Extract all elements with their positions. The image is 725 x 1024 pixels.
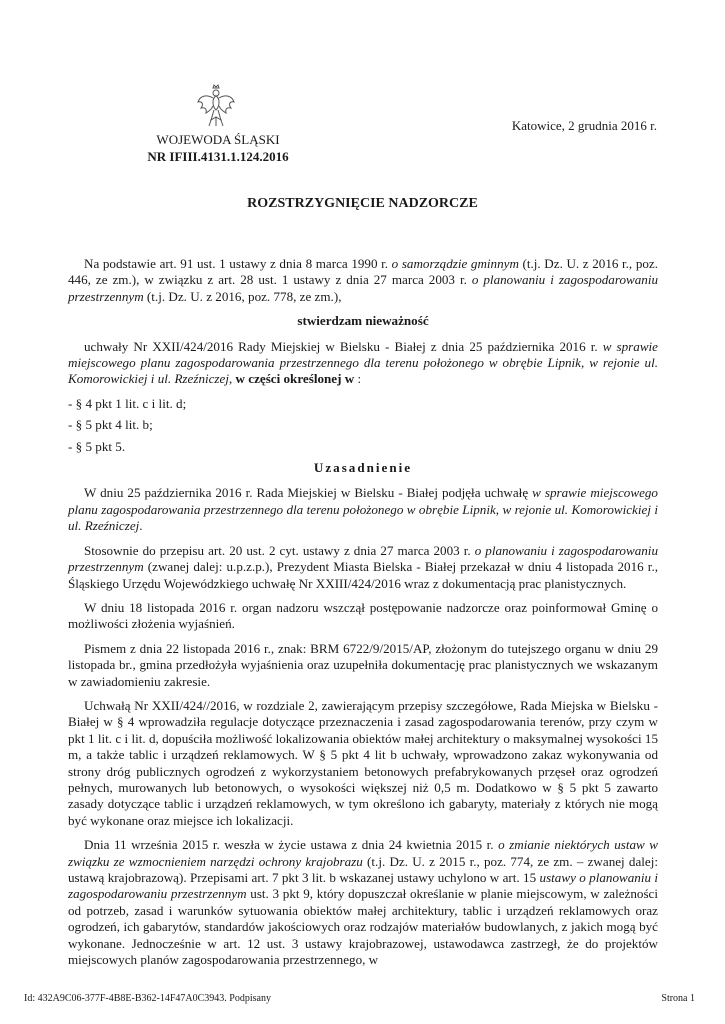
resolution-text-2: , [228,371,236,387]
justification-paragraph-4: Pismem z dnia 22 listopada 2016 r., znak: BRM 6722/9/2015/AP, złożonym do tutejszego organu w dniu 29 listopada br., gmina przedłożyła wyjaśnienia oraz uzupełniła dokumentację prac planistycznych we wskazanym w zawiadomieniu zakresie. [68,640,658,689]
decision-heading: stwierdzam nieważność [297,313,429,329]
legal-basis-paragraph [68,256,658,305]
p6-italic-2: ustawy o planowaniu i zagospodarowaniu przestrzennym [68,870,659,902]
p2-italic: o planowaniu i zagospodarowaniu przestrzennym [68,542,658,575]
invalid-provisions-list [68,396,658,455]
issuer-name: WOJEWODA ŚLĄSKI [156,132,280,147]
resolution-paragraph [68,339,658,388]
justification-paragraph-3: W dniu 18 listopada 2016 r. organ nadzoru wszczął postępowanie nadzorcze oraz poinformował Gminę o możliwości złożenia wyjaśnień. [68,599,658,632]
justification-paragraph-6 [68,837,658,968]
p6-text-2: (t.j. Dz. U. z 2015 r., poz. 774, ze zm. – zwanej dalej: ustawą krajobrazową). Przepisami art. 7 pkt 3 lit. b wskazanej ustawy uchylono w art. 15 [68,853,658,885]
justification-heading: Uzasadnienie [313,460,413,476]
resolution-bold: w części określonej w [235,371,355,387]
intro-text-3: (t.j. Dz. U. z 2016, poz. 778, ze zm.), [143,288,342,304]
resolution-italic: w sprawie miejscowego planu zagospodarowania przestrzennego dla terenu położonego w obrębie Lipnik, w rejonie ul. Komorowickiej i ul. Rzeźniczej [68,338,658,387]
document-body [68,256,658,976]
p2-text-2: (zwanej dalej: u.p.z.p.), Prezydent Miasta Bielska - Białej przekazał w dniu 4 listopada 2016 r., Śląskiego Urzędu Wojewódzkiego uchwałę Nr XXIII/424/2016 wraz z dokumentacją prac planistycznych. [68,559,658,591]
p2-text-1: Stosownie do przepisu art. 20 ust. 2 cyt. ustawy z dnia 27 marca 2003 r. [84,542,475,558]
p6-text-3: ust. 3 pkt 9, który dopuszczał określanie w planie miejscowym, w zależności od potrzeb, zasad i warunków sytuowania obiektów małej architektury, tablic i urządzeń reklamowych oraz ogrodzeń, ich gabarytów, standardów jakościowych oraz rodzajów materiałów budowlanych, z jakich mogą być wykonane. Jednocześnie w art. 12 ust. 3 ustawy krajobrazowej, ustawodawca zastrzegł, że do projektów miejscowych planów zagospodarowania przestrzennego, w [68,886,659,968]
page-number: Strona 1 [661,993,695,1004]
p1-italic: w sprawie miejscowego planu zagospodarowania przestrzennego dla terenu położonego w obrębie Lipnik, w rejonie ul. Komorowickiej i ul. Rzeźniczej [68,485,658,534]
resolution-text-3: : [354,371,362,387]
intro-text-2: (t.j. Dz. U. z 2016 r., poz. 446, ze zm.), w związku z art. 28 ust. 1 ustawy z dnia 27 marca 2003 r. [68,256,658,288]
list-item: - § 5 pkt 5. [68,438,126,454]
intro-italic-1: o samorządzie gminnym [391,256,519,271]
polish-eagle-emblem-icon [196,84,236,130]
place-date: Katowice, 2 grudnia 2016 r. [511,118,657,133]
p1-text-1: W dniu 25 października 2016 r. Rada Miejskiej w Bielsku - Białej podjęła uchwałę [84,485,533,501]
p1-text-2: . [139,518,143,534]
document-id: Id: 432A9C06-377F-4B8E-B362-14F47A0C3943. Podpisany [24,993,271,1004]
intro-text-1: Na podstawie art. 91 ust. 1 ustawy z dnia 8 marca 1990 r. [84,256,392,271]
justification-paragraph-2 [68,543,658,592]
document-number: NR IFIII.4131.1.124.2016 [147,149,289,164]
list-item: - § 5 pkt 4 lit. b; [68,417,153,433]
resolution-text-1: uchwały Nr XXII/424/2016 Rady Miejskiej w Bielsku - Białej z dnia 25 października 2016 r. [84,338,603,354]
justification-paragraph-1 [68,485,658,534]
p6-text-1: Dnia 11 września 2015 r. weszła w życie ustawa z dnia 24 kwietnia 2015 r. [84,837,499,853]
list-item: - § 4 pkt 1 lit. c i lit. d; [68,395,187,411]
intro-italic-2: o planowaniu i zagospodarowaniu przestrzennym [68,272,659,304]
justification-paragraph-5: Uchwałą Nr XXII/424//2016, w rozdziale 2, zawierającym przepisy szczegółowe, Rada Miejska w Bielsku - Białej w § 4 wprowadziła regulacje dotyczące przeznaczenia i zasad zagospodarowania terenów, przy czym w pkt 1 lit. c i lit. d, dopuściła możliwość lokalizowania obiektów małej architektury o maksymalnej wysokości 15 m, a także tablic i urządzeń reklamowych. W § 5 pkt 4 lit b uchwały, wprowadzono zakaz wykonywania od strony dróg publicznych ogrodzeń z wykorzystaniem betonowych prefabrykowanych przęseł oraz ogrodzeń pełnych, murowanych lub betonowych, o wysokości większej niż 0,5 m. Dodatkowo w § 5 pkt 5 zawarto zasady dotyczące tablic i urządzeń reklamowych, w tym określono ich gabaryty, materiały z których nie mogą być wykonane oraz miejsce ich lokalizacji. [68,697,658,828]
p6-italic-1: o zmianie niektórych ustaw w związku ze wzmocnieniem narzędzi ochrony krajobrazu [68,837,658,869]
document-title: ROZSTRZYGNIĘCIE NADZORCZE [247,196,478,211]
issuer-block [138,131,298,165]
page-footer [24,993,695,1004]
